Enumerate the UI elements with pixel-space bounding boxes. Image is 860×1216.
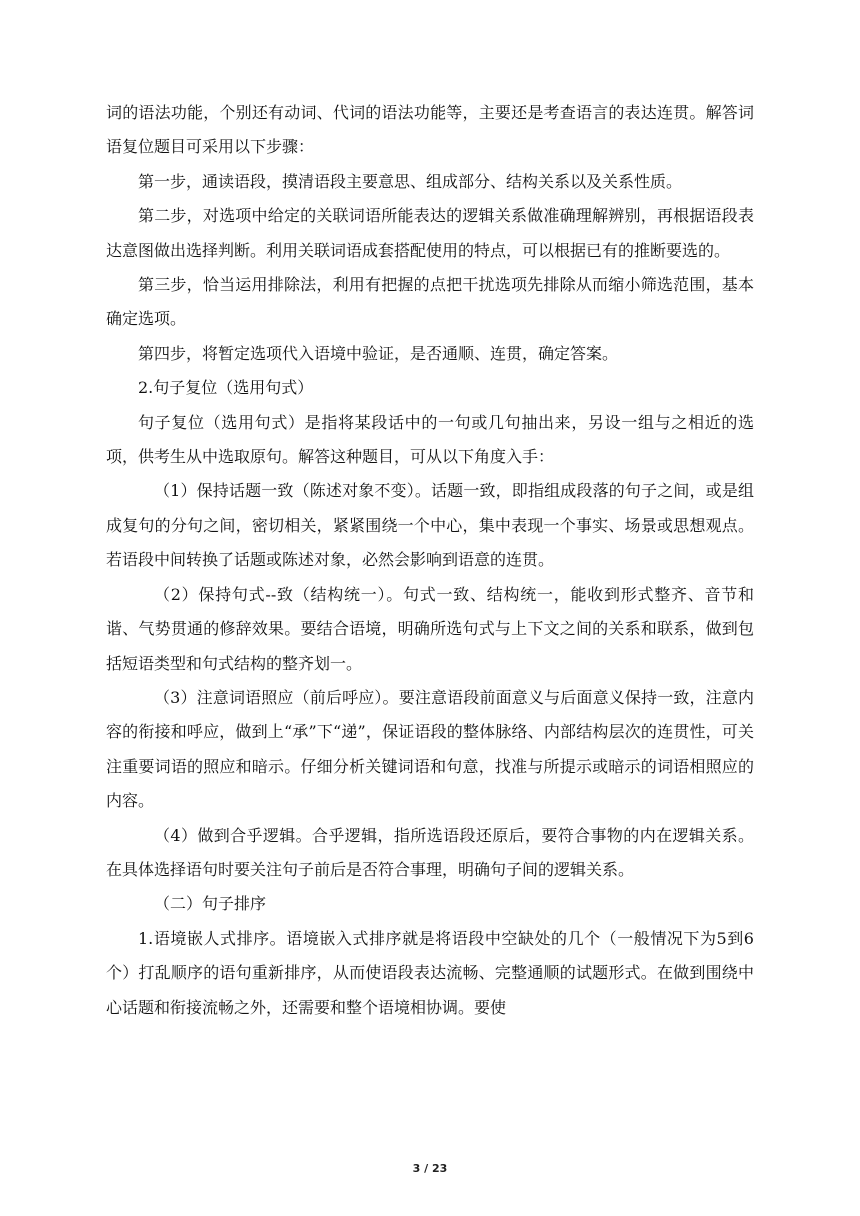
- document-body: [106, 96, 754, 1025]
- paragraph: 句子复位（选用句式）是指将某段话中的一句或几句抽出来，另设一组与之相近的选项，供考生从中选取原句。解答这种题目，可从以下角度入手：: [106, 412, 754, 467]
- paragraph: （3）注意词语照应（前后呼应）。要注意语段前面意义与后面意义保持一致，注意内容的衔接和呼应，做到上“承”下“递”，保证语段的整体脉络、内部结构层次的连贯性，可关注重要词语的照应和暗示。仔细分析关键词语和句意，找准与所提示或暗示的词语相照应的内容。: [106, 687, 754, 811]
- paragraph: （4）做到合乎逻辑。合乎逻辑，指所选语段还原后，要符合事物的内在逻辑关系。在具体选择语句时要关注句子前后是否符合事理，明确句子间的逻辑关系。: [106, 825, 754, 879]
- paragraph: 词的语法功能，个别还有动词、代词的语法功能等，主要还是考查语言的表达连贯。解答词语复位题目可采用以下步骤：: [106, 103, 754, 157]
- paragraph: 第四步，将暂定选项代入语境中验证，是否通顺、连贯，确定答案。: [138, 343, 619, 363]
- paragraph: （1）保持话题一致（陈述对象不变）。话题一致，即指组成段落的句子之间，或是组成复句的分句之间，密切相关，紧紧围绕一个中心，集中表现一个事实、场景或思想观点。若语段中间转换了话题或陈述对象，必然会影响到语意的连贯。: [106, 481, 754, 570]
- paragraph: （2）保持句式--致（结构统一）。句式一致、结构统一，能收到形式整齐、音节和谐、气势贯通的修辞效果。要结合语境，明确所选句式与上下文之间的关系和联系，做到包括短语类型和句式结构的整齐划一。: [106, 584, 754, 673]
- page-number: 3 / 23: [412, 1162, 448, 1175]
- section-heading: （二）句子排序: [154, 894, 267, 914]
- paragraph: 第二步，对选项中给定的关联词语所能表达的逻辑关系做准确理解辨别，再根据语段表达意图做出选择判断。利用关联词语成套搭配使用的特点，可以根据已有的推断要选的。: [106, 206, 754, 260]
- paragraph: 1.语境嵌人式排序。语境嵌入式排序就是将语段中空缺处的几个（一般情况下为5到6个）打乱顺序的语句重新排序，从而使语段表达流畅、完整通顺的试题形式。在做到围绕中心话题和衔接流畅之外，还需要和整个语境相协调。要使: [106, 928, 754, 1017]
- section-heading: 2.句子复位（选用句式）: [138, 378, 314, 398]
- paragraph: 第一步，通读语段，摸清语段主要意思、组成部分、结构关系以及关系性质。: [138, 171, 683, 191]
- paragraph: 第三步，恰当运用排除法，利用有把握的点把干扰选项先排除从而缩小筛选范围，基本确定选项。: [106, 275, 754, 329]
